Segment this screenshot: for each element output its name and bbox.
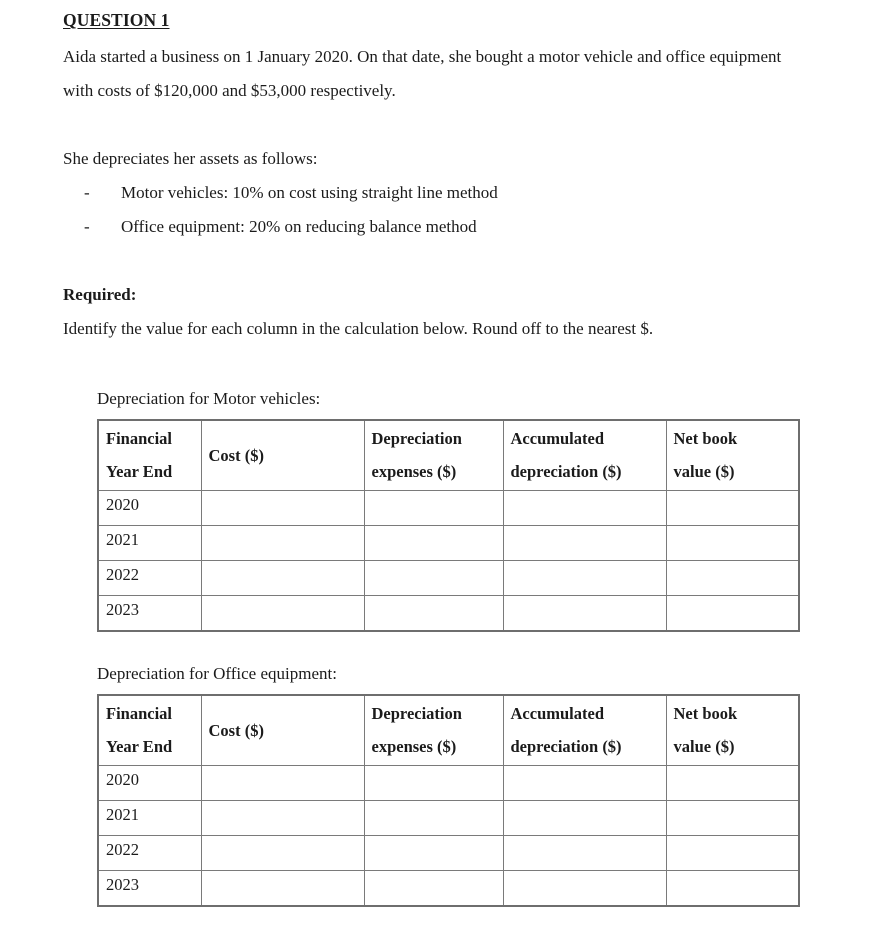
header-line-2: value ($) xyxy=(673,462,735,481)
header-line-2: Year End xyxy=(106,462,173,481)
cell-net-book-value[interactable] xyxy=(666,766,799,801)
table-header-row xyxy=(98,695,799,766)
cell-accumulated-depreciation[interactable] xyxy=(503,871,666,906)
cell-year: 2020 xyxy=(98,766,201,801)
column-header-net-book-value xyxy=(666,420,799,491)
cell-depreciation-expenses[interactable] xyxy=(364,491,503,526)
motor-vehicles-table-caption: Depreciation for Motor vehicles: xyxy=(97,389,321,408)
cell-net-book-value[interactable] xyxy=(666,871,799,906)
list-item-label: Office equipment: 20% on reducing balance method xyxy=(121,216,477,236)
list-item xyxy=(63,176,808,210)
cell-net-book-value[interactable] xyxy=(666,561,799,596)
table-row xyxy=(98,596,799,631)
table-row xyxy=(98,526,799,561)
motor-vehicles-depreciation-table xyxy=(97,419,800,632)
document-body xyxy=(63,10,808,346)
cell-cost[interactable] xyxy=(201,801,364,836)
header-line-1-left: Net xyxy=(673,429,699,448)
cell-depreciation-expenses[interactable] xyxy=(364,766,503,801)
cell-net-book-value[interactable] xyxy=(666,491,799,526)
table-header-row xyxy=(98,420,799,491)
header-line-2: expenses ($) xyxy=(371,462,457,481)
cell-accumulated-depreciation[interactable] xyxy=(503,561,666,596)
table-row xyxy=(98,491,799,526)
cell-cost[interactable] xyxy=(201,526,364,561)
cell-depreciation-expenses[interactable] xyxy=(364,836,503,871)
office-equipment-depreciation-table xyxy=(97,694,800,907)
cell-year: 2023 xyxy=(98,871,201,906)
header-line-2: depreciation ($) xyxy=(510,462,622,481)
header-line-2: expenses ($) xyxy=(371,737,457,756)
header-line-1-left: Net xyxy=(673,704,699,723)
cell-cost[interactable] xyxy=(201,491,364,526)
header-line-1-right: book xyxy=(702,704,738,723)
dash-bullet-icon: - xyxy=(84,182,90,202)
cell-accumulated-depreciation[interactable] xyxy=(503,526,666,561)
cell-accumulated-depreciation[interactable] xyxy=(503,766,666,801)
depreciation-policy-list xyxy=(63,176,808,244)
paragraph-spacer xyxy=(63,108,808,142)
list-item-label: Motor vehicles: 10% on cost using straight line method xyxy=(121,182,498,202)
required-label: Required: xyxy=(63,284,137,304)
column-header-depreciation-expenses xyxy=(364,420,503,491)
header-line-1: Cost ($) xyxy=(208,720,264,740)
cell-cost[interactable] xyxy=(201,561,364,596)
table-row xyxy=(98,871,799,906)
cell-year: 2020 xyxy=(98,491,201,526)
list-item xyxy=(63,210,808,244)
header-line-1-right: book xyxy=(702,429,738,448)
cell-cost[interactable] xyxy=(201,596,364,631)
cell-net-book-value[interactable] xyxy=(666,526,799,561)
table-row xyxy=(98,561,799,596)
cell-depreciation-expenses[interactable] xyxy=(364,526,503,561)
cell-cost[interactable] xyxy=(201,836,364,871)
intro-paragraph: Aida started a business on 1 January 2020. On that date, she bought a motor vehicle and office equipment with costs of $120,000 and $53,000 respectively. xyxy=(63,46,782,100)
depreciation-lead-in: She depreciates her assets as follows: xyxy=(63,148,318,168)
header-line-1: Cost ($) xyxy=(208,445,264,465)
header-line-1: Financial xyxy=(106,704,173,723)
cell-cost[interactable] xyxy=(201,871,364,906)
motor-vehicles-table-block xyxy=(97,388,798,632)
cell-year: 2021 xyxy=(98,526,201,561)
cell-net-book-value[interactable] xyxy=(666,801,799,836)
cell-net-book-value[interactable] xyxy=(666,596,799,631)
cell-year: 2023 xyxy=(98,596,201,631)
column-header-depreciation-expenses xyxy=(364,695,503,766)
cell-year: 2022 xyxy=(98,836,201,871)
header-line-2: depreciation ($) xyxy=(510,737,622,756)
cell-accumulated-depreciation[interactable] xyxy=(503,491,666,526)
cell-year: 2021 xyxy=(98,801,201,836)
office-equipment-table-block xyxy=(97,663,798,907)
cell-cost[interactable] xyxy=(201,766,364,801)
required-instruction: Identify the value for each column in the calculation below. Round off to the nearest $. xyxy=(63,318,654,338)
cell-accumulated-depreciation[interactable] xyxy=(503,836,666,871)
header-line-1: Depreciation xyxy=(371,704,462,723)
cell-depreciation-expenses[interactable] xyxy=(364,596,503,631)
table-row xyxy=(98,766,799,801)
cell-depreciation-expenses[interactable] xyxy=(364,801,503,836)
page-title: QUESTION 1 xyxy=(63,10,170,30)
cell-accumulated-depreciation[interactable] xyxy=(503,596,666,631)
header-line-1: Accumulated xyxy=(510,429,604,448)
column-header-cost xyxy=(201,695,364,766)
cell-net-book-value[interactable] xyxy=(666,836,799,871)
header-line-2: value ($) xyxy=(673,737,735,756)
cell-year: 2022 xyxy=(98,561,201,596)
column-header-accumulated-depreciation xyxy=(503,695,666,766)
cell-accumulated-depreciation[interactable] xyxy=(503,801,666,836)
header-line-2: Year End xyxy=(106,737,173,756)
column-header-cost xyxy=(201,420,364,491)
office-equipment-table-caption: Depreciation for Office equipment: xyxy=(97,664,337,683)
column-header-financial-year-end xyxy=(98,695,201,766)
column-header-financial-year-end xyxy=(98,420,201,491)
table-row xyxy=(98,801,799,836)
header-line-1: Accumulated xyxy=(510,704,604,723)
section-spacer xyxy=(63,244,808,278)
cell-depreciation-expenses[interactable] xyxy=(364,561,503,596)
cell-depreciation-expenses[interactable] xyxy=(364,871,503,906)
table-row xyxy=(98,836,799,871)
header-line-1: Depreciation xyxy=(371,429,462,448)
header-line-1: Financial xyxy=(106,429,173,448)
dash-bullet-icon: - xyxy=(84,216,90,236)
column-header-accumulated-depreciation xyxy=(503,420,666,491)
column-header-net-book-value xyxy=(666,695,799,766)
